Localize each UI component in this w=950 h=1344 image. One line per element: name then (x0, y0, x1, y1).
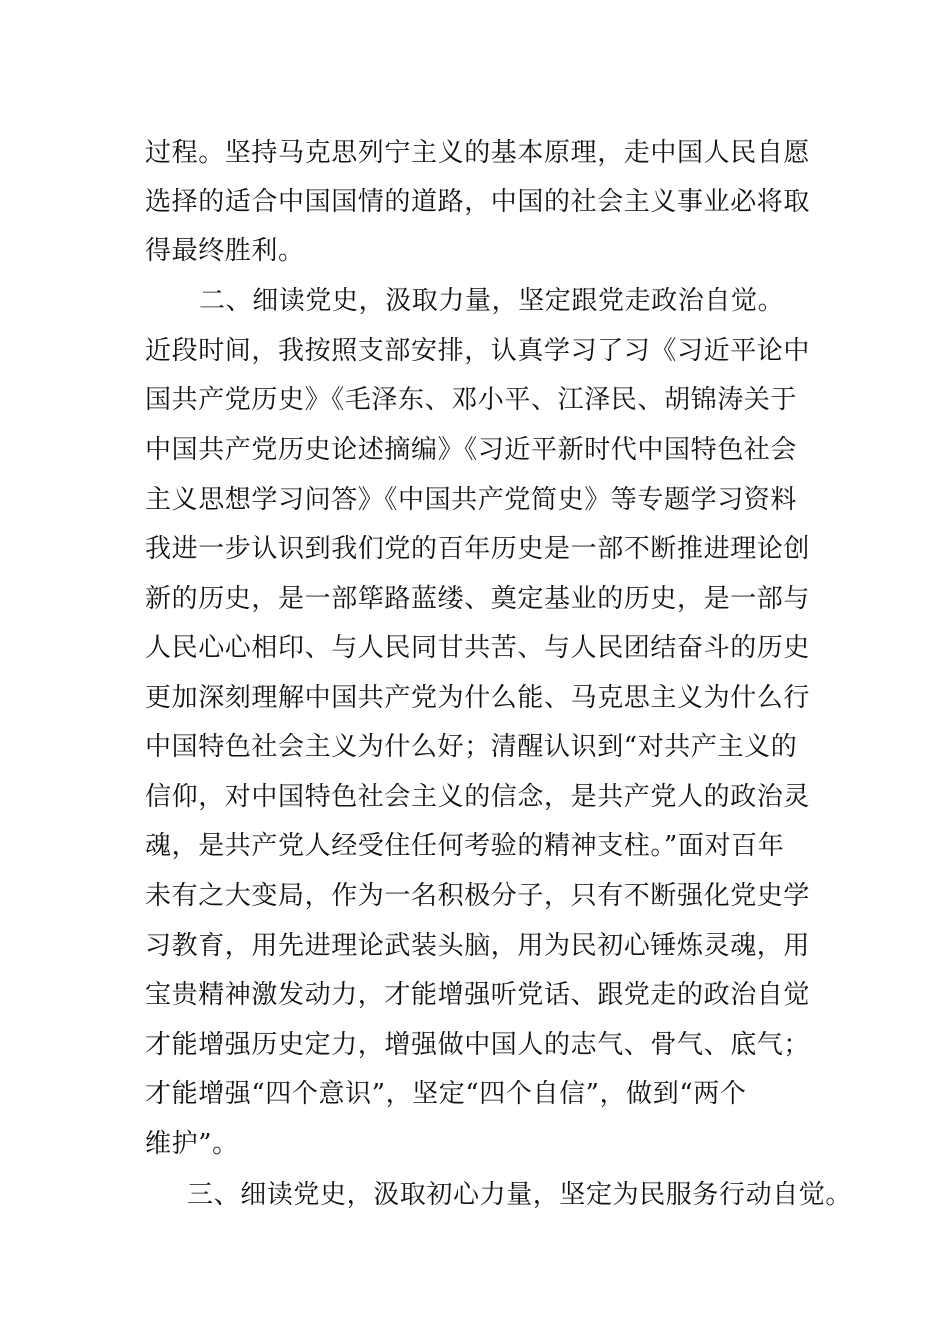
text-line: 未有之大变局，作为一名积极分子，只有不断强化党史学 (145, 881, 811, 911)
text-line: 我进一步认识到我们党的百年历史是一部不断推进理论创 (145, 534, 811, 564)
text-line: 中国特色社会主义为什么好；清醒认识到“对共产主义的 (145, 732, 798, 762)
text-line: 近段时间，我按照支部安排，认真学习了习《习近平论中 (145, 336, 811, 366)
text-line: 选择的适合中国国情的道路，中国的社会主义事业必将取 (145, 187, 811, 217)
text-line: 新的历史，是一部筚路蓝缕、奠定基业的历史，是一部与 (145, 584, 811, 614)
text-line: 维护”。 (145, 1129, 239, 1159)
text-line: 才能增强“四个意识”，坚定“四个自信”，做到“两个 (145, 1079, 747, 1109)
text-line: 魂，是共产党人经受住任何考验的精神支柱。”面对百年 (145, 831, 785, 861)
text-line: 国共产党历史》《毛泽东、邓小平、江泽民、胡锦涛关于 (145, 385, 798, 415)
text-line: 宝贵精神激发动力，才能增强听党话、跟党走的政治自觉 (145, 980, 811, 1010)
text-line: 习教育，用先进理论武装头脑，用为民初心锤炼灵魂，用 (145, 931, 811, 961)
section-heading: 三、细读党史，汲取初心力量，坚定为民服务行动自觉。 (187, 1180, 853, 1210)
text-line: 得最终胜利。 (145, 236, 305, 266)
text-line: 更加深刻理解中国共产党为什么能、马克思主义为什么行 (145, 683, 811, 713)
text-line: 才能增强历史定力，增强做中国人的志气、骨气、底气； (145, 1030, 811, 1060)
section-heading: 二、细读党史，汲取力量，坚定跟党走政治自觉。 (199, 286, 785, 316)
text-line: 人民心心相印、与人民同甘共苦、与人民团结奋斗的历史 (145, 633, 811, 663)
text-line: 信仰，对中国特色社会主义的信念，是共产党人的政治灵 (145, 782, 811, 812)
text-line: 主义思想学习问答》《中国共产党简史》等专题学习资料 (145, 485, 798, 515)
text-line: 中国共产党历史论述摘编》《习近平新时代中国特色社会 (145, 435, 798, 465)
text-line: 过程。坚持马克思列宁主义的基本原理，走中国人民自愿 (145, 138, 811, 168)
